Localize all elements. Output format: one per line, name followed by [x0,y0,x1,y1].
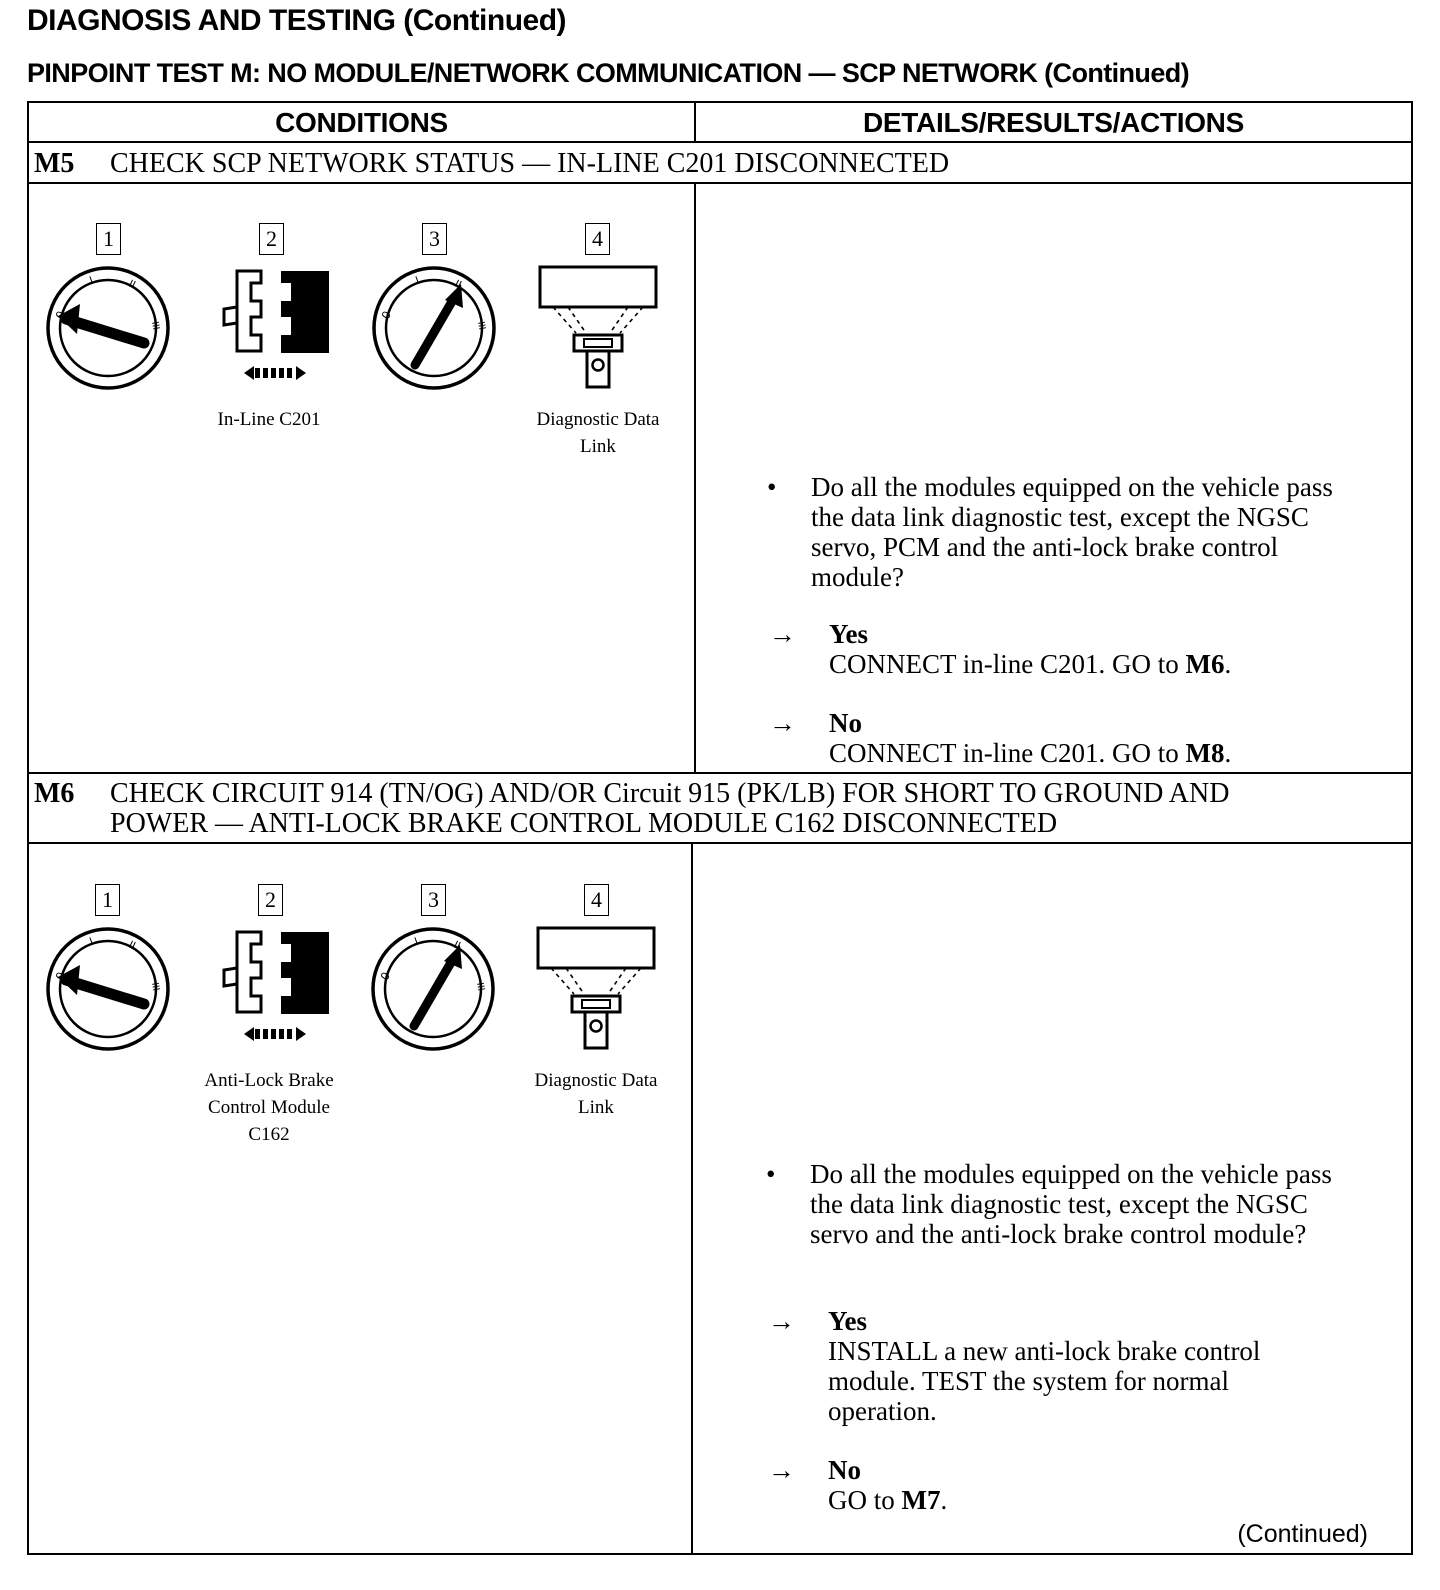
answer-target: M6 [1185,649,1225,679]
ignition-off-icon [48,268,168,388]
step-number-box: 4 [584,884,609,916]
connector-disconnected-icon [224,932,329,1041]
ignition-label: II [451,938,463,953]
step-id: M6 [34,778,75,809]
step-number-box: 3 [421,884,446,916]
bullet-icon: • [766,1159,776,1189]
step-number-box: 1 [95,884,120,916]
ignition-label: II [452,277,464,292]
ignition-label: 0 [52,969,68,983]
arrow-right-icon: → [768,1306,795,1336]
caption-connector [169,1067,369,1148]
connector-disconnected-icon [224,271,329,380]
table-divider [29,842,1411,844]
ignition-label: III [149,981,162,992]
answer-action: CONNECT in-line C201. GO to M8. [829,738,1232,768]
ignition-label: I [87,274,95,287]
m5-procedure-illustration [29,253,694,413]
pinpoint-test-title: PINPOINT TEST M: NO MODULE/NETWORK COMMUNICATION — SCP NETWORK (Continued) [27,58,1190,88]
step-id: M5 [34,148,75,179]
caption-line: C162 [248,1124,290,1145]
answer-target: M7 [901,1485,941,1515]
ignition-label: II [126,938,138,953]
ignition-label: 0 [378,308,394,322]
step-number-box: 2 [258,884,283,916]
column-divider [694,182,696,772]
column-header-conditions: CONDITIONS [275,107,448,138]
answer-action-text: CONNECT in-line C201. GO to [829,649,1179,679]
caption-connector: In-Line C201 [217,409,321,430]
scan-tool-icon [540,267,656,387]
caption-data-link [498,406,698,460]
ignition-run-icon [374,268,494,388]
question-text: Do all the modules equipped on the vehicle pass the data link diagnostic test, except the NGSC servo, PCM and the anti-lock brake control module? [811,472,1333,592]
answer-label: Yes [828,1306,867,1336]
caption-data-link [496,1067,696,1121]
step-title-line: CHECK CIRCUIT 914 (TN/OG) AND/OR Circuit 915 (PK/LB) FOR SHORT TO GROUND AND [110,778,1230,809]
caption-line: Link [578,1097,614,1118]
caption-line: Link [580,436,616,457]
caption-line: Anti-Lock Brake [204,1070,334,1091]
ignition-label: III [475,320,488,331]
caption-line: Diagnostic Data [536,409,660,430]
caption-line: Diagnostic Data [534,1070,658,1091]
step-title-line: POWER — ANTI-LOCK BRAKE CONTROL MODULE C162 DISCONNECTED [110,808,1058,839]
table-divider [29,772,1411,774]
ignition-label: I [87,935,95,948]
answer-target: M8 [1185,738,1225,768]
step-title [110,779,1380,839]
step-number-box: 2 [259,223,284,255]
arrow-right-icon: → [769,619,796,649]
table-divider [29,182,1411,184]
ignition-label: 0 [377,969,393,983]
bullet-icon: • [767,472,777,502]
answer-action: CONNECT in-line C201. GO to M6. [829,649,1232,679]
step-number-box: 3 [422,223,447,255]
continued-label: (Continued) [1237,1520,1368,1548]
step-number-box: 1 [96,223,121,255]
caption-line: Control Module [208,1097,330,1118]
page-title: DIAGNOSIS AND TESTING (Continued) [27,4,567,37]
question-text: Do all the modules equipped on the vehicle pass the data link diagnostic test, except the NGSC servo and the anti-lock brake control module? [810,1159,1332,1249]
answer-action: INSTALL a new anti-lock brake control module. TEST the system for normal operation. [828,1336,1261,1426]
step-title: CHECK SCP NETWORK STATUS — IN-LINE C201 DISCONNECTED [110,148,950,179]
pinpoint-test-table [27,101,1413,1555]
ignition-label: III [149,320,162,331]
answer-label: No [829,708,862,738]
arrow-right-icon: → [768,1455,795,1485]
answer-label: No [828,1455,861,1485]
ignition-off-icon [48,929,168,1049]
scan-tool-icon [538,928,654,1048]
ignition-run-icon [373,929,493,1049]
ignition-label: II [126,277,138,292]
column-header-details: DETAILS/RESULTS/ACTIONS [863,107,1244,138]
arrow-right-icon: → [769,708,796,738]
answer-action-text: GO to [828,1485,895,1515]
answer-action: GO to M7. [828,1485,948,1515]
ignition-label: I [412,935,420,948]
answer-label: Yes [829,619,868,649]
answer-action-text: CONNECT in-line C201. GO to [829,738,1179,768]
ignition-label: I [413,274,421,287]
m6-procedure-illustration [29,913,694,1073]
ignition-label: III [474,981,487,992]
ignition-label: 0 [52,308,68,322]
step-number-box: 4 [585,223,610,255]
